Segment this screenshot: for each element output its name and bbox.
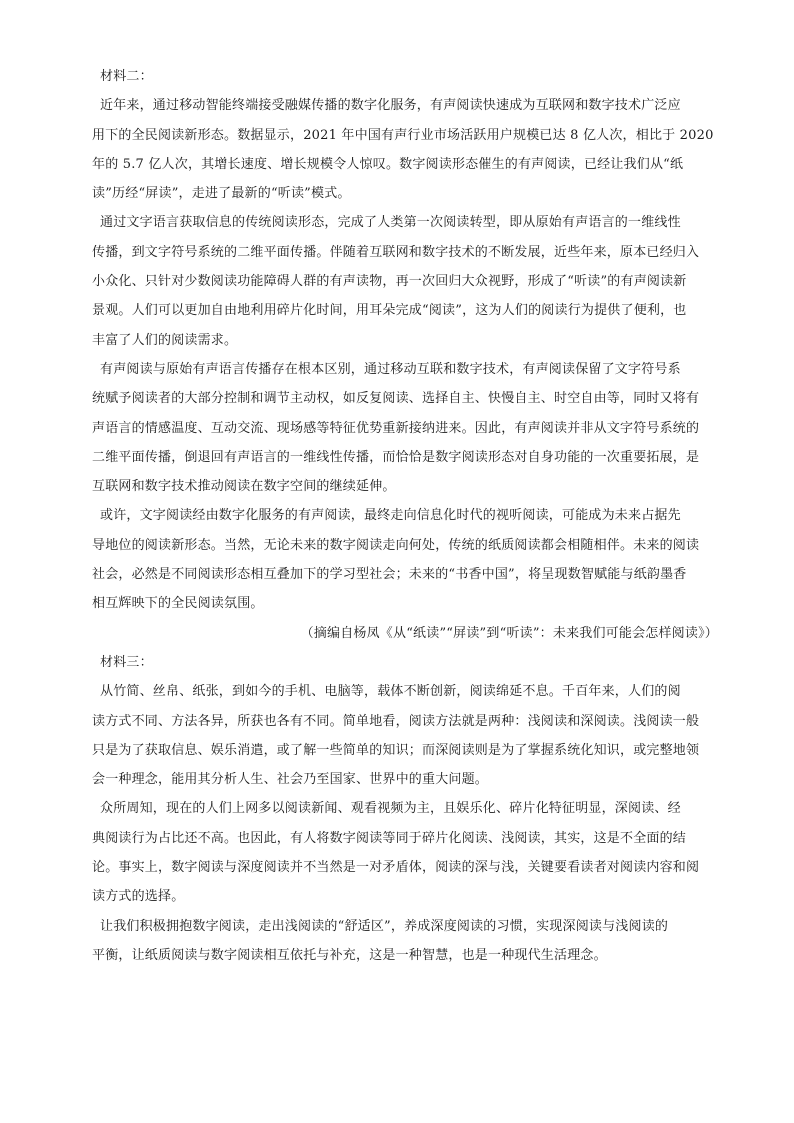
material-3-paragraph-2	[92, 794, 718, 911]
material-2-paragraph-3	[92, 355, 718, 501]
source-citation: （摘编自杨凤《从“纸读”“屏读”到“听读”：未来我们可能会怎样阅读》）	[300, 625, 718, 641]
text-line: 景观。人们可以更加自由地利用碎片化时间，用耳朵完成“阅读”，这为人们的阅读行为提供了便利，也	[92, 303, 687, 319]
text-line: 众所周知，现在的人们上网多以阅读新闻、观看视频为主，且娱乐化、碎片化特征明显，深阅读、经	[100, 801, 681, 817]
text-line: 传播，到文字符号系统的二维平面传播。伴随着互联网和数字技术的不断发展，近些年来，原本已经归入	[92, 244, 700, 260]
text-line: 从竹简、丝帛、纸张，到如今的手机、电脑等，载体不断创新，阅读绵延不息。千百年来，人们的阅	[100, 684, 681, 700]
text-line: 读”历经“屏读”，走进了最新的“听读”模式。	[92, 186, 351, 202]
text-line: 只是为了获取信息、娱乐消遣，或了解一些简单的知识；而深阅读则是为了掌握系统化知识，或完整地领	[92, 742, 700, 758]
material-2-paragraph-4	[92, 501, 718, 618]
text-line: 有声阅读与原始有声语言传播存在根本区别，通过移动互联和数字技术，有声阅读保留了文字符号系	[100, 361, 681, 377]
material-2-paragraph-1	[92, 91, 718, 208]
text-line: 社会，必然是不同阅读形态相互叠加下的学习型社会；未来的“书香中国”，将呈现数智赋能与纸韵墨香	[92, 567, 687, 583]
text-line: 统赋予阅读者的大部分控制和调节主动权，如反复阅读、选择自主、快慢自主、时空自由等，同时又将有	[92, 391, 700, 407]
text-line: 相互辉映下的全民阅读氛围。	[92, 596, 264, 612]
text-line: 用下的全民阅读新形态。数据显示，2021 年中国有声行业市场活跃用户规模已达 8 亿人次，相比于 2020	[92, 127, 714, 143]
material-2-paragraph-2	[92, 208, 718, 354]
text-line: 声语言的情感温度、互动交流、现场感等特征优势重新接纳进来。因此，有声阅读并非从文字符号系统的	[92, 420, 700, 436]
material-3-paragraph-1	[92, 677, 718, 794]
text-line: 读方式不同、方法各异，所获也各有不同。简单地看，阅读方法就是两种：浅阅读和深阅读。浅阅读一般	[92, 713, 700, 729]
text-line: 典阅读行为占比还不高。也因此，有人将数字阅读等同于碎片化阅读、浅阅读，其实，这是不全面的结	[92, 830, 687, 846]
text-line: 年的 5.7 亿人次，其增长速度、增长规模令人惊叹。数字阅读形态催生的有声阅读，已经让我们从“纸	[92, 156, 684, 172]
text-line: 论。事实上，数字阅读与深度阅读并不当然是一对矛盾体，阅读的深与浅，关键要看读者对阅读内容和阅	[92, 860, 700, 876]
text-line: 或许，文字阅读经由数字化服务的有声阅读，最终走向信息化时代的视听阅读，可能成为未来占据先	[100, 508, 681, 524]
material-3-label: 材料三：	[100, 654, 153, 670]
text-line: 会一种理念，能用其分析人生、社会乃至国家、世界中的重大问题。	[92, 772, 489, 788]
text-line: 互联网和数字技术推动阅读在数字空间的继续延伸。	[92, 479, 396, 495]
material-3-paragraph-3	[92, 912, 718, 971]
text-line: 平衡，让纸质阅读与数字阅读相互依托与补充，这是一种智慧，也是一种现代生活理念。	[92, 947, 607, 963]
material-2-label: 材料二：	[100, 69, 153, 84]
text-line: 丰富了人们的阅读需求。	[92, 332, 238, 348]
text-line: 小众化、只针对少数阅读功能障碍人群的有声读物，再一次回归大众视野，形成了“听读”的有声阅读新	[92, 274, 687, 290]
text-line: 通过文字语言获取信息的传统阅读形态，完成了人类第一次阅读转型，即从原始有声语言的一维线性	[100, 215, 681, 231]
text-line: 读方式的选择。	[92, 889, 185, 905]
text-line: 让我们积极拥抱数字阅读，走出浅阅读的“舒适区”，养成深度阅读的习惯，实现深阅读与浅阅读的	[100, 918, 669, 934]
text-line: 二维平面传播，倒退回有声语言的一维线性传播，而恰恰是数字阅读形态对自身功能的一次重要拓展，是	[92, 449, 700, 465]
text-line: 导地位的阅读新形态。当然，无论未来的数字阅读走向何处，传统的纸质阅读都会相随相伴。未来的阅读	[92, 537, 700, 553]
document-page	[92, 62, 718, 970]
text-line: 近年来，通过移动智能终端接受融媒传播的数字化服务，有声阅读快速成为互联网和数字技术广泛应	[100, 98, 681, 114]
